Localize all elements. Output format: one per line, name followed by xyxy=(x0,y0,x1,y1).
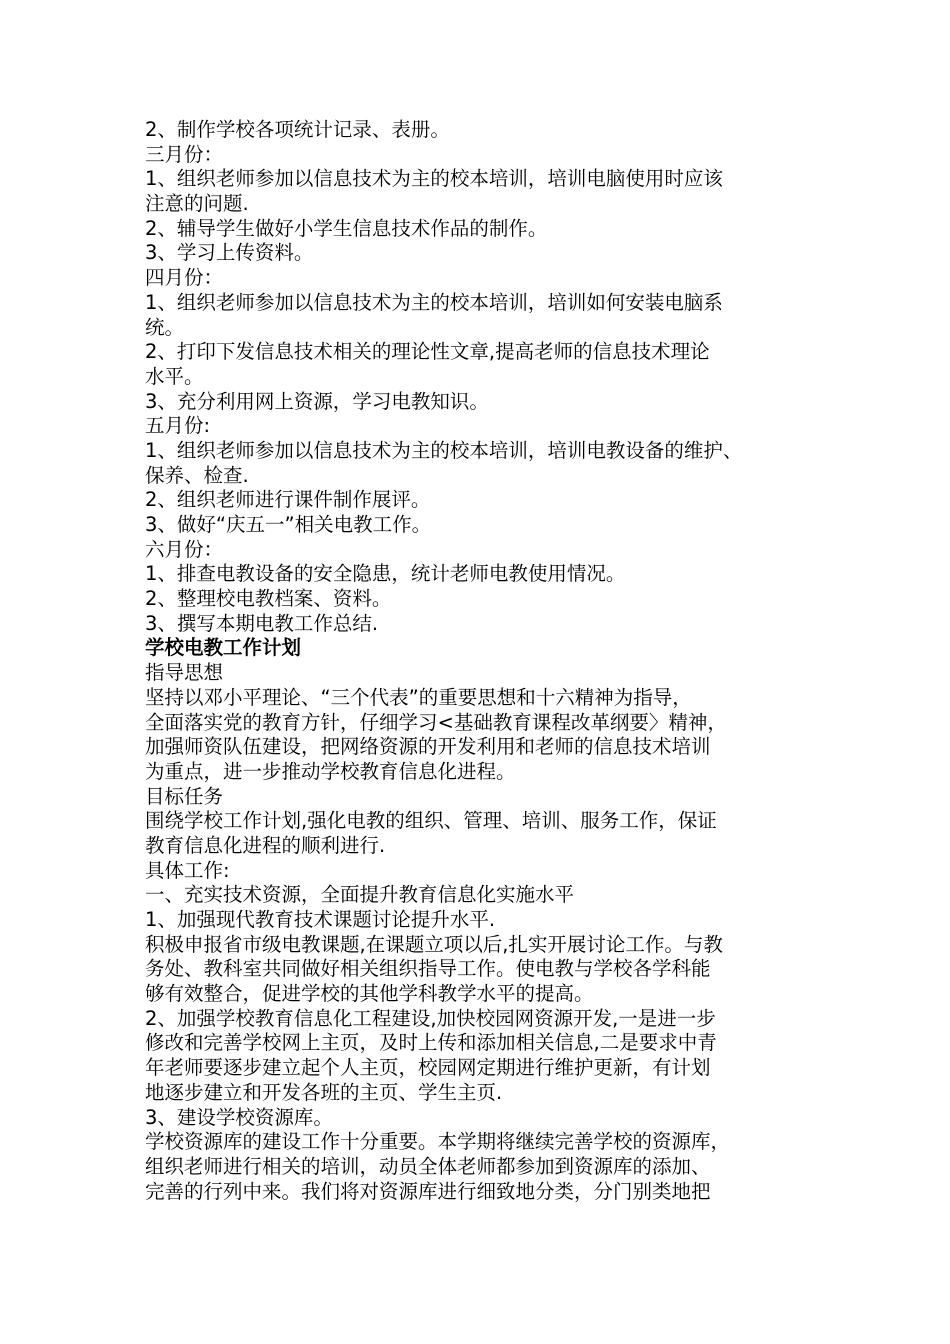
section-heading-april: 四月份： xyxy=(145,266,224,290)
document-title: 学校电教工作计划 xyxy=(145,636,302,660)
text-line: 保养、检查. xyxy=(145,463,249,487)
text-line: 地逐步建立和开发各班的主页、学生主页. xyxy=(145,1080,503,1104)
document-body xyxy=(145,118,815,1204)
text-line: 年老师要逐步建立起个人主页，校园网定期进行维护更新，有计划 xyxy=(145,1056,711,1080)
text-line: 为重点，进一步推动学校教育信息化进程。 xyxy=(145,759,516,783)
text-line: 学校资源库的建设工作十分重要。本学期将继续完善学校的资源库， xyxy=(145,1130,731,1154)
text-line: 3、充分利用网上资源，学习电教知识。 xyxy=(145,389,489,413)
text-line: 3、做好“庆五一”相关电教工作。 xyxy=(145,513,432,536)
text-line: 水平。 xyxy=(145,364,204,388)
text-line: 全面落实党的教育方针，仔细学习<基础教育课程改革纲要〉精神， xyxy=(145,710,727,734)
text-line: 务处、教科室共同做好相关组织指导工作。使电教与学校各学科能 xyxy=(145,957,711,981)
text-line: 1、组织老师参加以信息技术为主的校本培训，培训电脑使用时应该 xyxy=(145,167,723,191)
text-line: 2、整理校电教档案、资料。 xyxy=(145,587,392,611)
text-line: 完善的行列中来。我们将对资源库进行细致地分类，分门别类地把 xyxy=(145,1179,711,1203)
text-line: 统。 xyxy=(145,315,185,339)
text-line: 坚持以邓小平理论、“三个代表”的重要思想和十六精神为指导， xyxy=(145,685,692,709)
text-line: 3、撰写本期电教工作总结. xyxy=(145,611,379,635)
text-line: 3、建设学校资源库。 xyxy=(145,1105,333,1129)
text-line: 够有效整合，促进学校的其他学科教学水平的提高。 xyxy=(145,982,594,1006)
section-heading-goals: 目标任务 xyxy=(145,784,224,808)
text-line: 2、辅导学生做好小学生信息技术作品的制作。 xyxy=(145,216,548,240)
text-line: 一、充实技术资源，全面提升教育信息化实施水平 xyxy=(145,883,575,907)
text-line: 积极申报省市级电教课题,在课题立项以后,扎实开展讨论工作。与教 xyxy=(145,932,723,956)
section-heading-may: 五月份: xyxy=(145,414,211,438)
text-line: 教育信息化进程的顺利进行. xyxy=(145,833,386,857)
text-line: 2、打印下发信息技术相关的理论性文章,提高老师的信息技术理论 xyxy=(145,340,710,364)
text-line: 1、组织老师参加以信息技术为主的校本培训，培训如何安装电脑系 xyxy=(145,290,723,314)
text-line: 1、排查电教设备的安全隐患，统计老师电教使用情况。 xyxy=(145,562,626,586)
text-line: 修改和完善学校网上主页，及时上传和添加相关信息,二是要求中青 xyxy=(145,1031,717,1055)
section-heading-june: 六月份： xyxy=(145,537,224,561)
text-line: 注意的问题. xyxy=(145,192,249,216)
section-heading-guiding-ideology: 指导思想 xyxy=(145,661,224,685)
text-line: 加强师资队伍建设，把网络资源的开发利用和老师的信息技术培训 xyxy=(145,735,711,759)
text-line: 2、制作学校各项统计记录、表册。 xyxy=(145,118,450,141)
text-line: 3、学习上传资料。 xyxy=(145,241,314,265)
text-line: 围绕学校工作计划,强化电教的组织、管理、培训、服务工作，保证 xyxy=(145,809,717,833)
text-line: 1、加强现代教育技术课题讨论提升水平. xyxy=(145,908,496,931)
text-line: 2、加强学校教育信息化工程建设,加快校园网资源开发,一是进一步 xyxy=(145,1006,716,1030)
text-line: 1、组织老师参加以信息技术为主的校本培训，培训电教设备的维护、 xyxy=(145,438,743,462)
text-line: 组织老师进行相关的培训，动员全体老师都参加到资源库的添加、 xyxy=(145,1154,711,1178)
text-line: 2、组织老师进行课件制作展评。 xyxy=(145,488,431,512)
section-heading-march: 三月份： xyxy=(145,142,224,166)
section-heading-specific-work: 具体工作: xyxy=(145,858,230,882)
